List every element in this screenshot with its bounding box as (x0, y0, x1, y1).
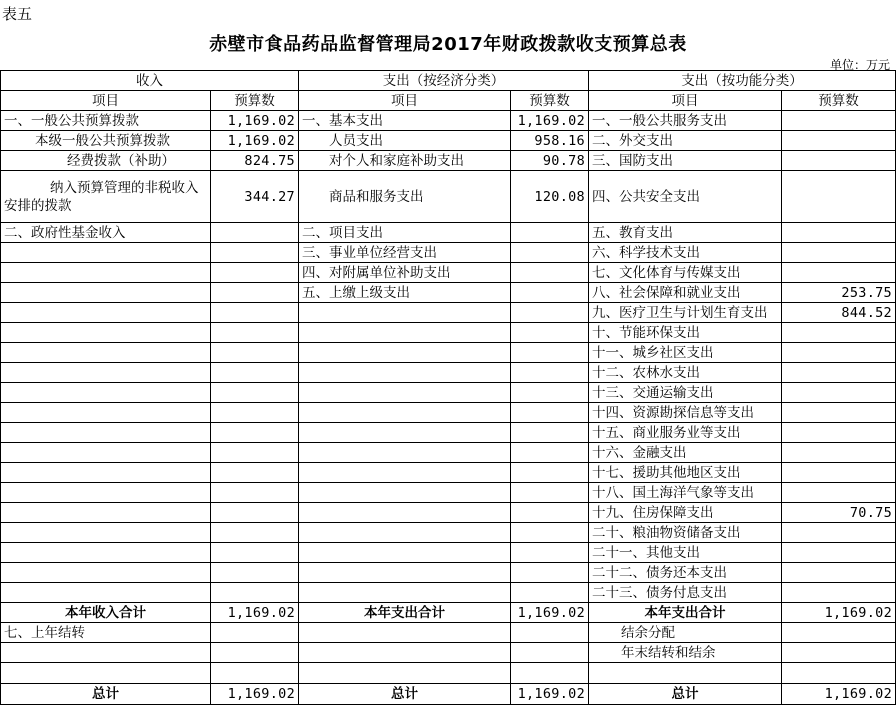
func-value: 844.52 (782, 303, 896, 323)
year-end-carry-label: 年末结转和结余 (589, 643, 782, 663)
econ-value (511, 463, 589, 483)
table-row (1, 263, 896, 283)
table-row (1, 543, 896, 563)
econ-item (299, 583, 511, 603)
func-item: 二十三、债务付息支出 (589, 583, 782, 603)
func-item: 十四、资源勘探信息等支出 (589, 403, 782, 423)
sheet-label: 表五 (2, 5, 33, 23)
income-value (211, 563, 299, 583)
econ-item: 三、事业单位经营支出 (299, 243, 511, 263)
func-value (782, 343, 896, 363)
income-section-header: 收入 (1, 71, 299, 91)
econ-value: 1,169.02 (511, 111, 589, 131)
func-item: 九、医疗卫生与计划生育支出 (589, 303, 782, 323)
blank-cell (211, 663, 299, 684)
func-value (782, 111, 896, 131)
func-item: 二、外交支出 (589, 131, 782, 151)
econ-value (511, 423, 589, 443)
blank-cell (511, 663, 589, 684)
income-value (211, 423, 299, 443)
func-value (782, 323, 896, 343)
income-value (211, 483, 299, 503)
econ-value (511, 363, 589, 383)
econ-item (299, 403, 511, 423)
econ-item: 商品和服务支出 (299, 171, 511, 223)
income-item (1, 343, 211, 363)
income-value (211, 283, 299, 303)
func-value (782, 263, 896, 283)
func-value (782, 171, 896, 223)
income-item: 一、一般公共预算拨款 (1, 111, 211, 131)
table-row (1, 111, 896, 131)
carry-row (1, 623, 896, 643)
page-title: 赤壁市食品药品监督管理局2017年财政拨款收支预算总表 (209, 34, 687, 55)
func-value (782, 523, 896, 543)
income-item-header: 项目 (1, 91, 211, 111)
carry-income-value (211, 643, 299, 663)
table-row (1, 303, 896, 323)
econ-value (511, 543, 589, 563)
grand-total-label: 总计 (1, 684, 211, 705)
table-row (1, 503, 896, 523)
income-value (211, 243, 299, 263)
econ-item (299, 323, 511, 343)
table-row (1, 583, 896, 603)
econ-value (511, 383, 589, 403)
func-value (782, 223, 896, 243)
econ-value: 90.78 (511, 151, 589, 171)
table-row (1, 131, 896, 151)
income-item (1, 483, 211, 503)
func-item: 十一、城乡社区支出 (589, 343, 782, 363)
func-value (782, 443, 896, 463)
balance-distribution-label: 结余分配 (589, 623, 782, 643)
econ-item (299, 543, 511, 563)
income-item: 经费拨款（补助） (1, 151, 211, 171)
econ-value: 120.08 (511, 171, 589, 223)
table-row (1, 463, 896, 483)
income-value: 344.27 (211, 171, 299, 223)
econ-total-value: 1,169.02 (511, 603, 589, 623)
income-value (211, 543, 299, 563)
blank-cell (299, 663, 511, 684)
econ-value (511, 263, 589, 283)
income-value: 1,169.02 (211, 111, 299, 131)
func-value (782, 563, 896, 583)
table-row (1, 423, 896, 443)
econ-item (299, 503, 511, 523)
income-value (211, 303, 299, 323)
econ-item: 对个人和家庭补助支出 (299, 151, 511, 171)
income-value (211, 363, 299, 383)
func-total-label: 本年支出合计 (589, 603, 782, 623)
func-item: 十二、农林水支出 (589, 363, 782, 383)
blank-cell (782, 663, 896, 684)
func-total-value: 1,169.02 (782, 603, 896, 623)
prev-balance-label: 七、上年结转 (1, 623, 211, 643)
income-item (1, 583, 211, 603)
func-value (782, 403, 896, 423)
income-value (211, 463, 299, 483)
carry-econ-item (299, 623, 511, 643)
income-value (211, 263, 299, 283)
income-value: 1,169.02 (211, 131, 299, 151)
carry-income-item (1, 643, 211, 663)
econ-item: 五、上缴上级支出 (299, 283, 511, 303)
econ-value (511, 343, 589, 363)
income-item (1, 463, 211, 483)
econ-value (511, 443, 589, 463)
func-value (782, 383, 896, 403)
econ-value (511, 503, 589, 523)
table-row (1, 243, 896, 263)
table-row (1, 323, 896, 343)
func-value (782, 423, 896, 443)
income-value (211, 583, 299, 603)
table-row (1, 171, 896, 223)
table-row (1, 383, 896, 403)
func-item: 三、国防支出 (589, 151, 782, 171)
income-item: 本级一般公共预算拨款 (1, 131, 211, 151)
econ-value (511, 583, 589, 603)
income-item (1, 523, 211, 543)
table-row (1, 283, 896, 303)
income-value: 824.75 (211, 151, 299, 171)
table-row (1, 483, 896, 503)
income-item: 纳入预算管理的非税收入 安排的拨款 (1, 171, 211, 223)
func-item: 七、文化体育与传媒支出 (589, 263, 782, 283)
econ-item (299, 363, 511, 383)
blank-cell (1, 663, 211, 684)
table-row (1, 563, 896, 583)
econ-item (299, 563, 511, 583)
func-item: 十九、住房保障支出 (589, 503, 782, 523)
grand-total-func-label: 总计 (589, 684, 782, 705)
econ-item-header: 项目 (299, 91, 511, 111)
grand-total-func: 1,169.02 (782, 684, 896, 705)
income-value (211, 323, 299, 343)
grand-total-econ-label: 总计 (299, 684, 511, 705)
func-item: 十八、国土海洋气象等支出 (589, 483, 782, 503)
income-item (1, 543, 211, 563)
econ-value (511, 563, 589, 583)
econ-total-label: 本年支出合计 (299, 603, 511, 623)
func-item: 六、科学技术支出 (589, 243, 782, 263)
income-value (211, 523, 299, 543)
econ-item: 二、项目支出 (299, 223, 511, 243)
func-item: 十七、援助其他地区支出 (589, 463, 782, 483)
econ-item (299, 523, 511, 543)
grand-total-econ: 1,169.02 (511, 684, 589, 705)
econ-item: 四、对附属单位补助支出 (299, 263, 511, 283)
income-value (211, 343, 299, 363)
func-value (782, 363, 896, 383)
econ-value (511, 243, 589, 263)
income-item (1, 563, 211, 583)
table-row (1, 343, 896, 363)
income-item (1, 383, 211, 403)
func-value (782, 243, 896, 263)
income-total-label: 本年收入合计 (1, 603, 211, 623)
income-value (211, 403, 299, 423)
income-item (1, 243, 211, 263)
income-item (1, 363, 211, 383)
econ-item (299, 423, 511, 443)
blank-cell (589, 663, 782, 684)
income-item (1, 263, 211, 283)
econ-item (299, 443, 511, 463)
func-value (782, 583, 896, 603)
table-row (1, 151, 896, 171)
subtotal-row (1, 603, 896, 623)
income-total-value: 1,169.02 (211, 603, 299, 623)
econ-expense-section-header: 支出（按经济分类） (299, 71, 589, 91)
income-item (1, 403, 211, 423)
prev-balance-value (211, 623, 299, 643)
econ-value (511, 483, 589, 503)
func-item-header: 项目 (589, 91, 782, 111)
func-expense-section-header: 支出（按功能分类） (589, 71, 896, 91)
carry-econ-value (511, 623, 589, 643)
econ-value (511, 403, 589, 423)
section-header-row (1, 71, 896, 91)
income-value (211, 383, 299, 403)
func-item: 二十、粮油物资储备支出 (589, 523, 782, 543)
carry-econ-item (299, 643, 511, 663)
table-row (1, 403, 896, 423)
income-value (211, 443, 299, 463)
econ-value (511, 223, 589, 243)
func-item: 八、社会保障和就业支出 (589, 283, 782, 303)
func-item: 十、节能环保支出 (589, 323, 782, 343)
table-row (1, 223, 896, 243)
econ-item (299, 343, 511, 363)
income-item: 二、政府性基金收入 (1, 223, 211, 243)
table-row (1, 443, 896, 463)
income-item (1, 503, 211, 523)
func-value: 70.75 (782, 503, 896, 523)
func-value (782, 131, 896, 151)
income-item (1, 423, 211, 443)
grand-total-income: 1,169.02 (211, 684, 299, 705)
income-budget-header: 预算数 (211, 91, 299, 111)
carry-econ-value (511, 643, 589, 663)
grand-total-row (1, 684, 896, 705)
balance-distribution-value (782, 623, 896, 643)
econ-item (299, 483, 511, 503)
econ-item: 人员支出 (299, 131, 511, 151)
income-value (211, 223, 299, 243)
econ-value (511, 323, 589, 343)
income-item (1, 323, 211, 343)
func-value (782, 483, 896, 503)
econ-item (299, 303, 511, 323)
income-item (1, 303, 211, 323)
econ-item (299, 463, 511, 483)
income-item (1, 283, 211, 303)
func-budget-header: 预算数 (782, 91, 896, 111)
unit-label: 单位：万元 (829, 58, 890, 72)
econ-value (511, 523, 589, 543)
func-item: 五、教育支出 (589, 223, 782, 243)
func-item: 二十二、债务还本支出 (589, 563, 782, 583)
income-item (1, 443, 211, 463)
func-item: 十三、交通运输支出 (589, 383, 782, 403)
func-item: 十六、金融支出 (589, 443, 782, 463)
carry-row (1, 643, 896, 663)
econ-value: 958.16 (511, 131, 589, 151)
func-item: 二十一、其他支出 (589, 543, 782, 563)
func-value (782, 151, 896, 171)
func-item: 一、一般公共服务支出 (589, 111, 782, 131)
func-value (782, 543, 896, 563)
econ-item (299, 383, 511, 403)
econ-value (511, 283, 589, 303)
table-row (1, 363, 896, 383)
econ-item: 一、基本支出 (299, 111, 511, 131)
blank-row (1, 663, 896, 684)
budget-table (0, 70, 896, 705)
func-item: 四、公共安全支出 (589, 171, 782, 223)
econ-value (511, 303, 589, 323)
table-row (1, 523, 896, 543)
income-value (211, 503, 299, 523)
econ-budget-header: 预算数 (511, 91, 589, 111)
column-header-row (1, 91, 896, 111)
func-value: 253.75 (782, 283, 896, 303)
func-item: 十五、商业服务业等支出 (589, 423, 782, 443)
func-value (782, 463, 896, 483)
year-end-carry-value (782, 643, 896, 663)
